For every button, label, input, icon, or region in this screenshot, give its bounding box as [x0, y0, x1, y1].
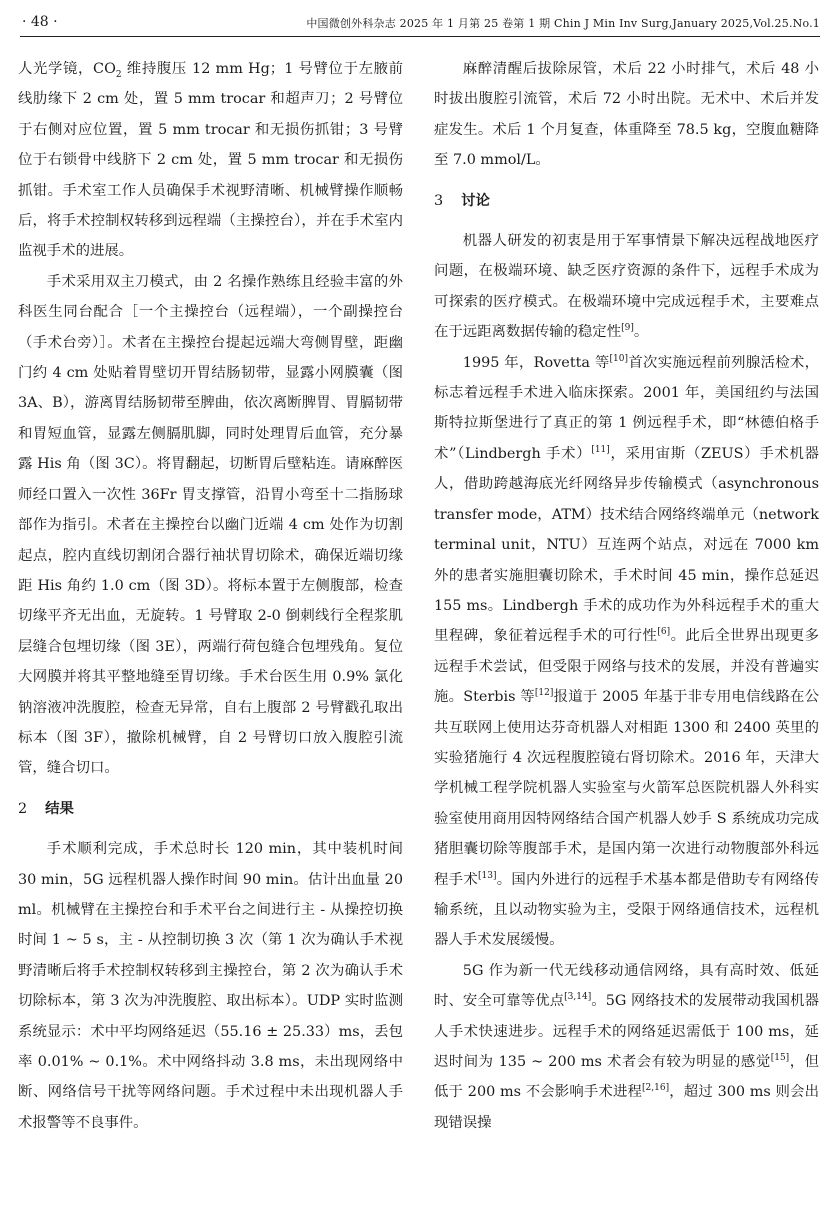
paragraph-history: 1995 年，Rovetta 等[10]首次实施远程前列腺活检术，标志着远程手术进入临床探索。2001 年，美国纽约与法国斯特拉斯堡进行了真正的第 1 例远程手术，即“林德伯格手术”（Lindbergh 手术）[11]，采用宙斯（ZEUS）手术机器人，借助跨越海底光纤网络异步传输模式（asynchronous transfer mode，ATM）技术结合网络终端单元（network terminal unit，NTU）互连两个站点，对远在 7000 km 外的患者实施胆囊切除术，手术时间 45 min，操作总延迟 155 ms。Lindbergh 手术的成功作为外科远程手术的重大里程碑，象征着远程手术的可行性[6]。此后全世界出现更多远程手术尝试，但受限于网络与技术的发展，并没有普遍实施。Sterbis 等[12]报道于 2005 年基于非专用电信线路在公共互联网上使用达芬奇机器人对相距 1300 和 2400 英里的实验猪施行 4 次远程腹腔镜右肾切除术。2016 年，天津大学机械工程学院机器人实验室与火箭军总医院机器人外科实验室使用商用因特网络结合国产机器人妙手 S 系统成功完成猪胆囊切除等腹部手术，是国内第一次进行动物腹部外科远程手术[13]。国内外进行的远程手术基本都是借助专有网络传输系统，且以动物实验为主，受限于网络通信技术，远程机器人手术发展缓慢。	[434, 353, 819, 949]
citation: [11]	[591, 445, 610, 456]
paragraph-procedure: 手术采用双主刀模式，由 2 名操作熟练且经验丰富的外科医生同台配合［一个主操控台（远程端），一个副操控台（手术台旁）］。术者在主操控台提起远端大弯侧胃壁，距幽门约 4 cm 处贴着胃壁切开胃结肠韧带，显露小网膜囊（图 3A、B），游离胃结肠韧带至脾曲，依次离断脾胃、胃膈韧带和胃短血管，显露左侧膈肌脚，同时处理胃后血管，充分暴露 His 角（图 3C）。将胃翻起，切断胃后壁粘连。请麻醉医师经口置入一次性 36Fr 胃支撑管，沿胃小弯至十二指肠球部作为指引。术者在主操控台以幽门近端 4 cm 处作为切割起点，腔内直线切割闭合器行袖状胃切除术，确保近端切缘距 His 角约 1.0 cm（图 3D）。将标本置于左侧腹部，检查切缘平齐无出血，无旋转。1 号臂取 2-0 倒刺线行全程浆肌层缝合包埋切缘（图 3E），两端行荷包缝合包埋残角。复位大网膜并将其平整地缝至胃切缘。手术台医生用 0.9% 氯化钠溶液冲洗腹腔，检查无异常，自右上腹部 2 号臂戳孔取出标本（图 3F），撤除机械臂，自 2 号臂切口放入腹腔引流管，缝合切口。	[18, 273, 403, 777]
paragraph-5g: 5G 作为新一代无线移动通信网络，具有高时效、低延时、安全可靠等优点[3,14]。5G 网络技术的发展带动我国机器人手术快速进步。远程手术的网络延迟需低于 100 ms，延迟时间为 135 ~ 200 ms 术者会有较为明显的感觉[15]，但低于 200 ms 不会影响手术进程[2,16]，超过 300 ms 则会出现错误操	[434, 962, 819, 1131]
citation: [12]	[534, 688, 554, 699]
paragraph-postop: 麻醉清醒后拔除尿管，术后 22 小时排气，术后 48 小时拔出腹腔引流管，术后 72 小时出院。无术中、术后并发症发生。术后 1 个月复查，体重降至 78.5 kg，空腹血糖降至 7.0 mmol/L。	[434, 61, 819, 169]
page-number: · 48 ·	[22, 14, 58, 30]
citation: [2,16]	[642, 1083, 670, 1094]
citation: [9]	[621, 323, 634, 334]
section-heading-discussion: 3 讨论	[434, 192, 490, 209]
journal-citation-line: 中国微创外科杂志 2025 年 1 月第 25 卷第 1 期 Chin J Min Inv Surg,January 2025,Vol.25.No.1	[306, 17, 820, 30]
right-column	[434, 54, 819, 1138]
paragraph-results: 手术顺利完成，手术总时长 120 min，其中装机时间 30 min，5G 远程机器人操作时间 90 min。估计出血量 20 ml。机械臂在主操控台和手术平台之间进行主 - 从操控切换时间 1 ~ 5 s，主 - 从控制切换 3 次（第 1 次为确认手术视野清晰后将手术控制权转移到主操控台，第 2 次为确认手术切除标本，第 3 次为冲洗腹腔、取出标本）。UDP 实时监测系统显示：术中平均网络延迟（55.16 ± 25.33）ms，丢包率 0.01% ~ 0.1%。术中网络抖动 3.8 ms，未出现网络中断、网络信号干扰等网络问题。手术过程中未出现机器人手术报警等不良事件。	[18, 841, 403, 1131]
section-heading-results: 2 结果	[18, 800, 74, 817]
running-header	[20, 10, 820, 37]
paragraph-setup: 人光学镜，$CO_2$ 维持腹压 12 mm Hg；1 号臂位于左腋前线肋缘下 2 cm 处，置 5 mm trocar 和超声刀；2 号臂位于右侧对应位置，置 5 mm trocar 和无损伤抓钳；3 号臂位于右锁骨中线脐下 2 cm 处，置 5 mm trocar 和无损伤抓钳。手术室工作人员确保手术视野清晰、机械臂操作顺畅后，将手术控制权转移到远程端（主操控台），并在手术室内监视手术的进展。	[18, 61, 403, 260]
citation: [3,14]	[564, 992, 592, 1003]
left-column	[18, 54, 403, 1138]
citation: [6]	[657, 627, 671, 638]
citation: [13]	[477, 870, 497, 881]
paragraph-discussion-intro: 机器人研发的初衷是用于军事情景下解决远程战地医疗问题，在极端环境、缺乏医疗资源的条件下，远程手术成为可探索的医疗模式。在极端环境中完成远程手术，主要难点在于远距离数据传输的稳定性[9]。	[434, 233, 819, 341]
citation: [15]	[770, 1053, 790, 1064]
citation: [10]	[609, 353, 629, 364]
